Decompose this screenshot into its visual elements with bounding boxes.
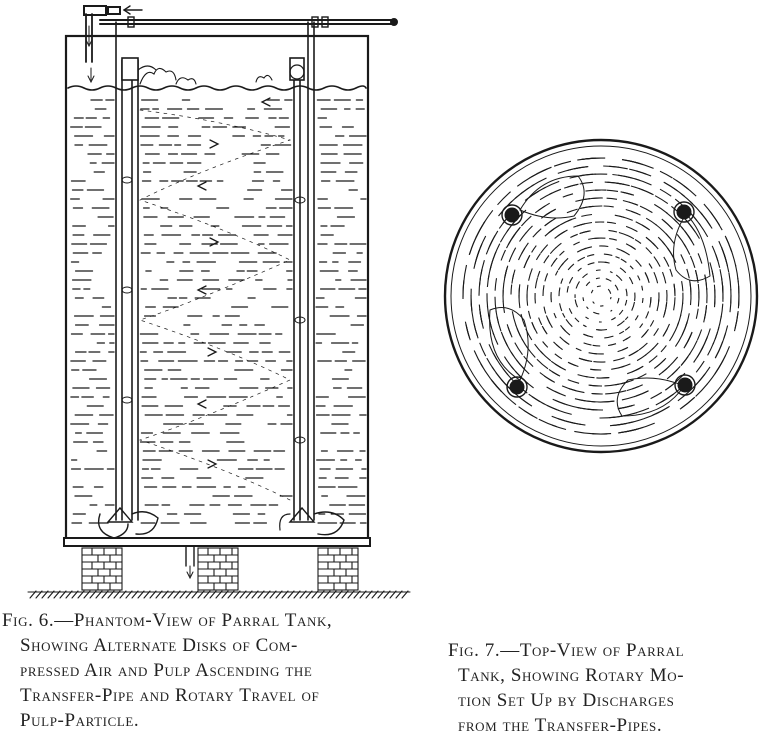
tank-outline [66,36,368,540]
foam-mid [176,78,196,84]
transfer-pipe-heads [502,202,695,397]
fig6-tank-drawing [28,6,410,598]
fig6-caption-line: Fig. 6.—Phantom-View of Parral Tank, [2,610,333,631]
brick-piers [82,548,358,590]
fig7-top-view-drawing [445,140,757,452]
fig6-caption-line: Transfer-Pipe and Rotary Travel of [20,685,320,706]
fig6-caption-line: Pulp-Particle. [20,710,140,731]
pipe-couplings [128,17,328,27]
rotary-swirl-marks [463,158,739,434]
tank-bottom-plate [64,538,370,546]
air-supply-pipe [84,6,397,25]
fig7-caption [448,638,784,738]
pulp-strata-dashes [71,100,366,523]
tank-rim-inner [451,146,751,446]
air-inlet-downpipe [86,14,94,82]
ground-hatching [28,591,410,598]
right-transfer-pipe [280,22,344,535]
fig7-caption-line: from the Transfer-Pipes. [458,715,663,736]
fig7-caption-line: Fig. 7.—Top-View of Parral [448,640,685,661]
fig6-caption [2,608,442,733]
fig6-caption-line: pressed Air and Pulp Ascending the [20,660,313,681]
fig7-caption-line: tion Set Up by Discharges [458,690,675,711]
tank-outlet [186,546,194,578]
foam-right [256,75,272,82]
fig7-caption-line: Tank, Showing Rotary Mo- [458,665,685,686]
liquid-surface [68,86,366,90]
foam-left [140,68,176,84]
fig6-caption-line: Showing Alternate Disks of Com- [20,635,298,656]
tank-rim-outer [445,140,757,452]
